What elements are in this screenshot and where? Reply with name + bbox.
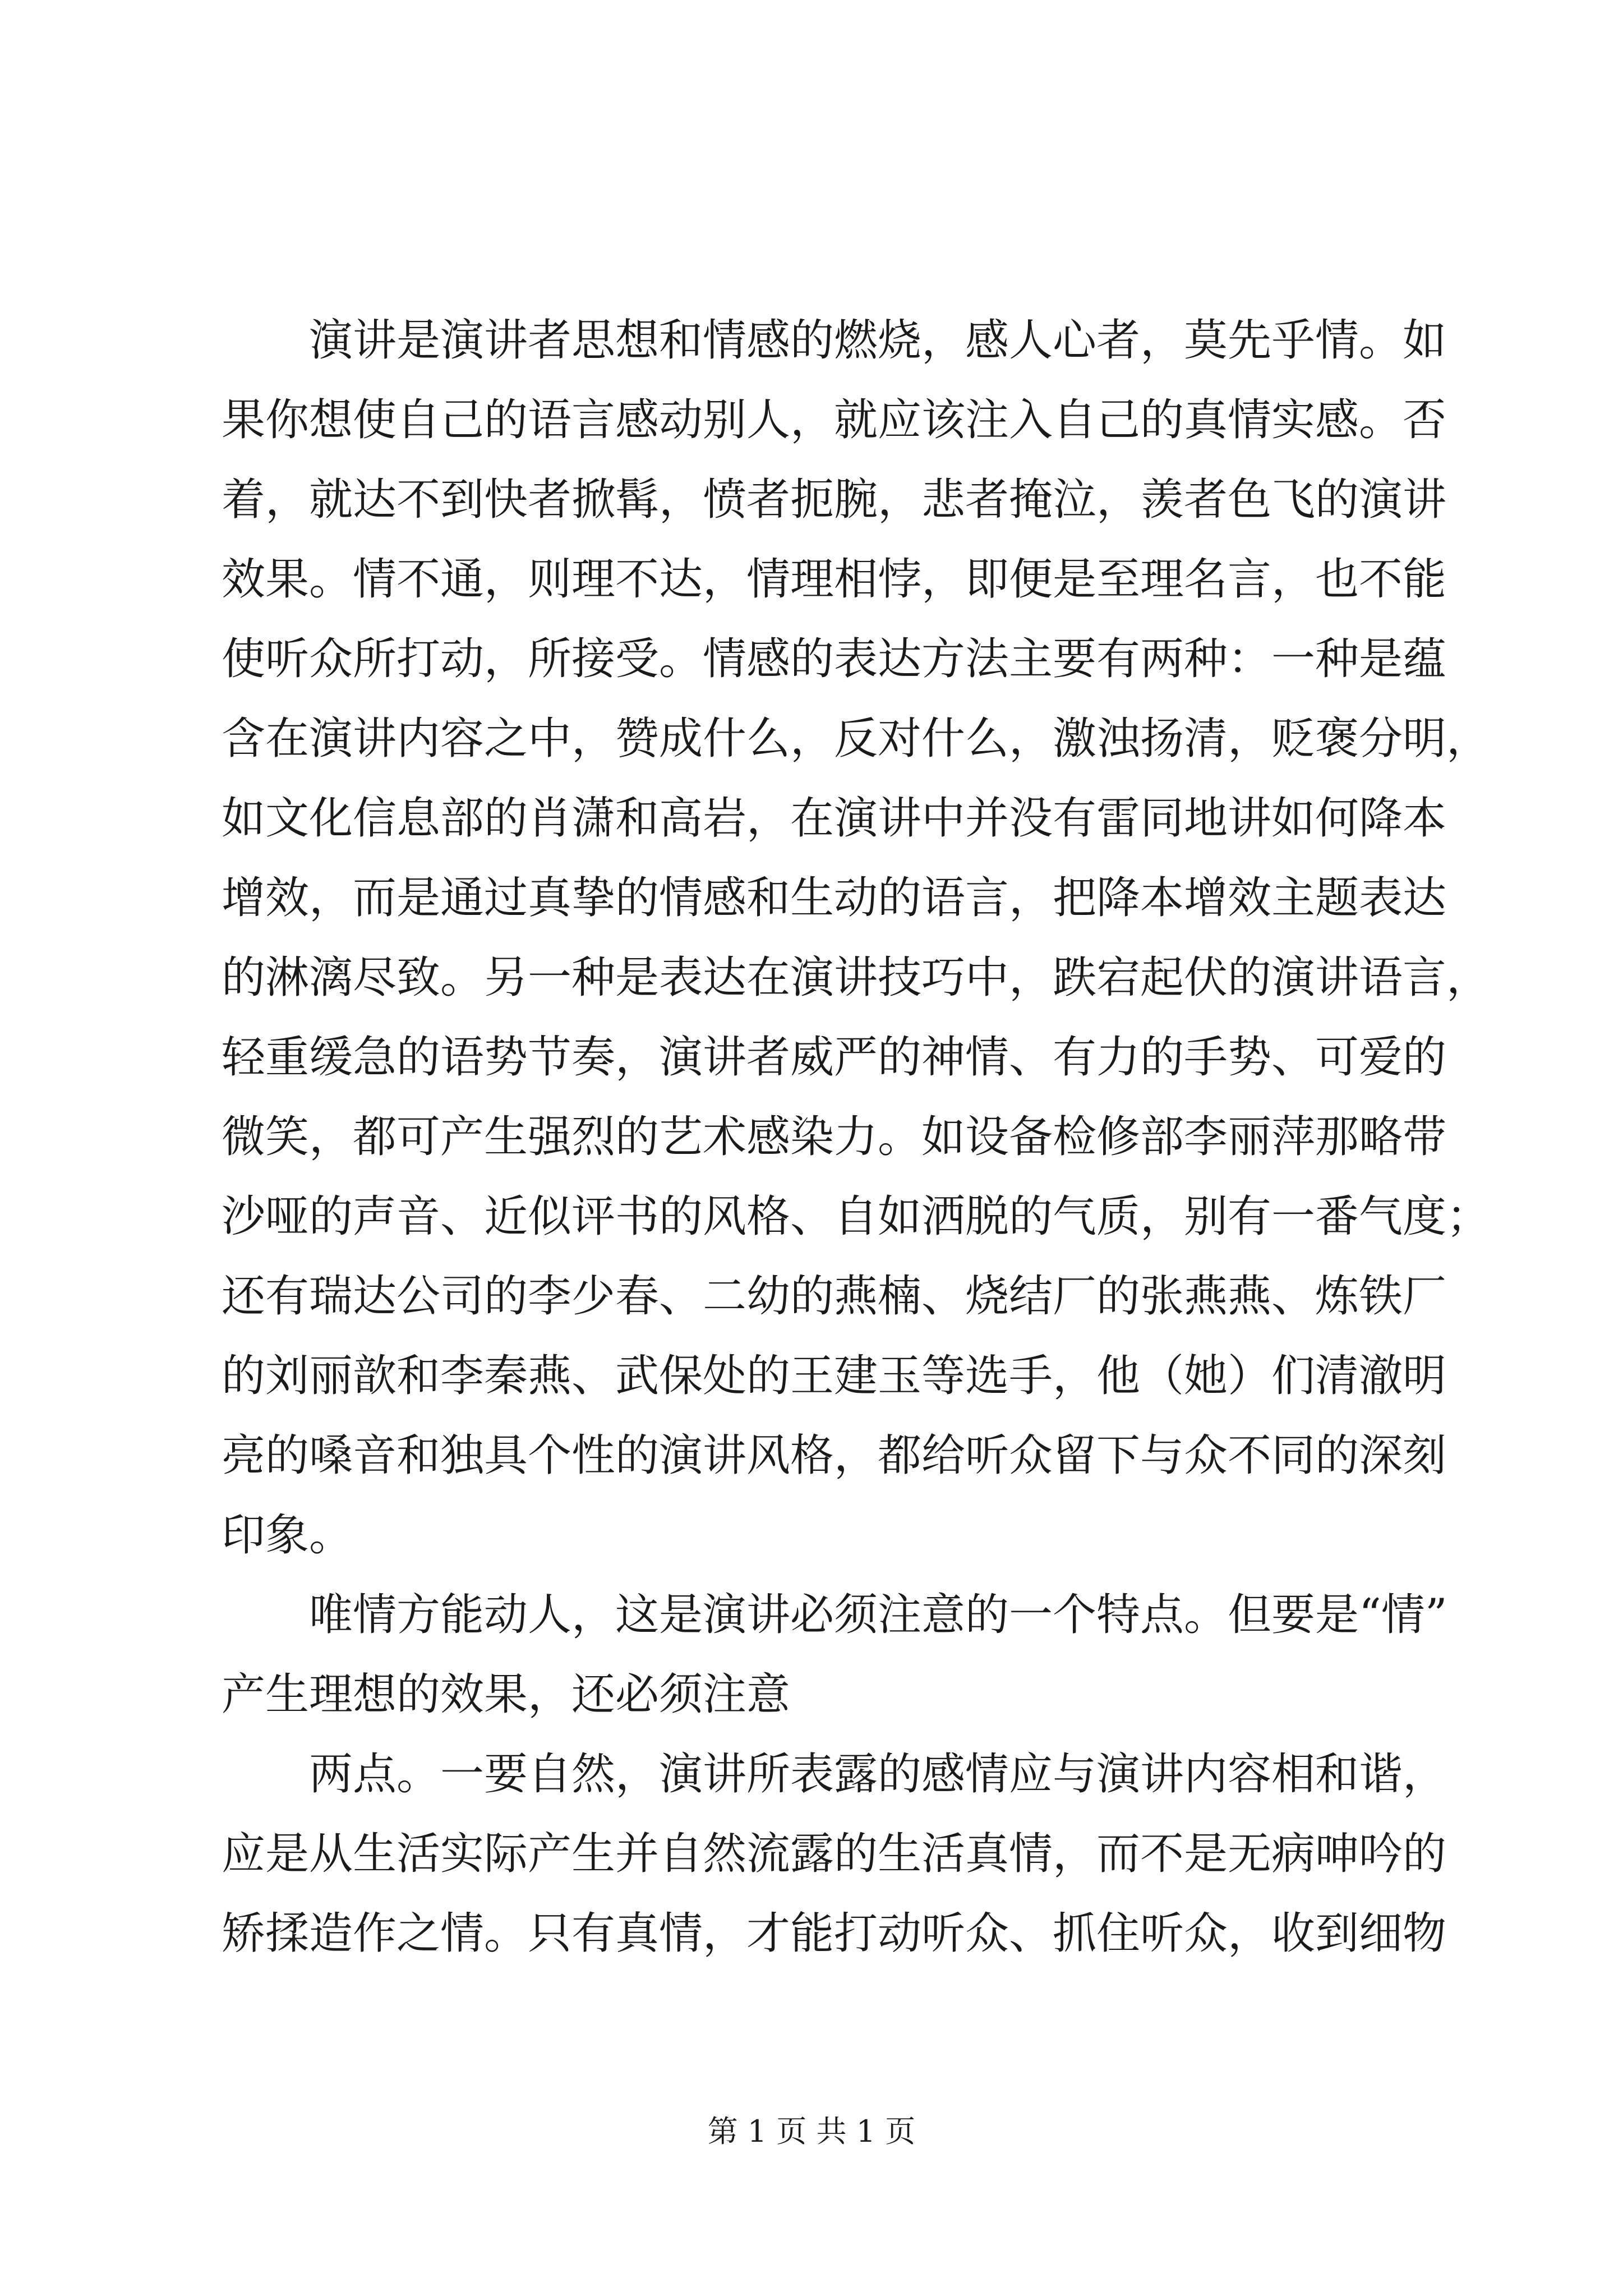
paragraph-2-line-1: 唯情方能动人，这是演讲必须注意的一个特点。但要是“情” <box>309 1590 1447 1640</box>
paragraph-1-line-2: 果你想使自己的语言感动别人，就应该注入自己的真情实感。否 <box>222 395 1447 445</box>
paragraph-1-line-4: 效果。情不通，则理不达，情理相悖，即便是至理名言，也不能 <box>222 554 1447 605</box>
paragraph-1-line-11: 微笑，都可产生强烈的艺术感染力。如设备检修部李丽萍那略带 <box>222 1112 1447 1162</box>
paragraph-3-line-1: 两点。一要自然，演讲所表露的感情应与演讲内容相和谐， <box>309 1749 1447 1800</box>
paragraph-1-line-6: 含在演讲内容之中，赞成什么，反对什么，激浊扬清，贬褒分明， <box>222 714 1491 764</box>
paragraph-1-line-14: 的刘丽歆和李秦燕、武保处的王建玉等选手，他（她）们清澈明 <box>222 1351 1447 1401</box>
paragraph-1-line-8: 增效，而是通过真挚的情感和生动的语言，把降本增效主题表达 <box>222 873 1447 923</box>
paragraph-1-line-1: 演讲是演讲者思想和情感的燃烧，感人心者，莫先乎情。如 <box>309 315 1447 366</box>
paragraph-1-line-12: 沙哑的声音、近似评书的风格、自如洒脱的气质，别有一番气度； <box>222 1191 1491 1242</box>
paragraph-2-line-2: 产生理想的效果，还必须注意 <box>222 1669 791 1720</box>
paragraph-1-line-10: 轻重缓急的语势节奏，演讲者威严的神情、有力的手势、可爱的 <box>222 1032 1447 1083</box>
paragraph-1-line-13: 还有瑞达公司的李少春、二幼的燕楠、烧结厂的张燕燕、炼铁厂 <box>222 1271 1447 1322</box>
paragraph-1-line-3: 着，就达不到快者掀髯，愤者扼腕，悲者掩泣，羡者色飞的演讲 <box>222 475 1447 525</box>
page-number-footer: 第 1 页 共 1 页 <box>707 2114 916 2149</box>
paragraph-1-line-9: 的淋漓尽致。另一种是表达在演讲技巧中，跌宕起伏的演讲语言， <box>222 953 1491 1003</box>
paragraph-1-line-5: 使听众所打动，所接受。情感的表达方法主要有两种：一种是蕴 <box>222 634 1447 684</box>
paragraph-1-line-15: 亮的嗓音和独具个性的演讲风格，都给听众留下与众不同的深刻 <box>222 1430 1447 1481</box>
paragraph-1-line-7: 如文化信息部的肖潇和高岩，在演讲中并没有雷同地讲如何降本 <box>222 793 1447 844</box>
paragraph-1-line-16: 印象。 <box>222 1510 353 1561</box>
paragraph-3-line-2: 应是从生活实际产生并自然流露的生活真情，而不是无病呻吟的 <box>222 1829 1447 1879</box>
paragraph-3-line-3: 矫揉造作之情。只有真情，才能打动听众、抓住听众，收到细物 <box>222 1908 1447 1959</box>
